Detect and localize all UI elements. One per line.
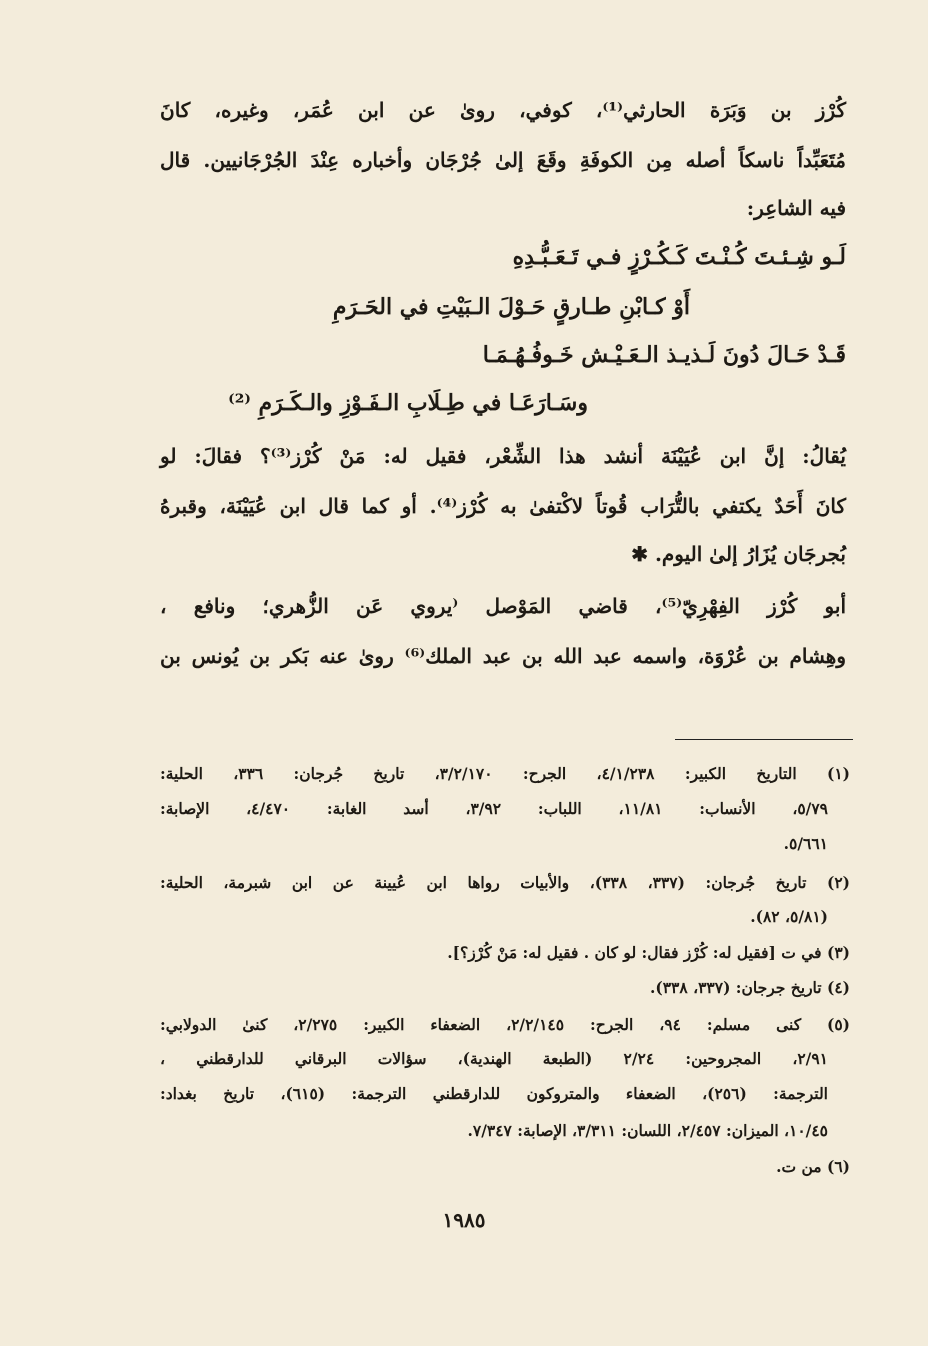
footnote-line: (٤) تاريخ جرجان: (٣٣٧، ٣٣٨).: [649, 978, 850, 997]
footnote-line: ١٠/٤٥، الميزان: ٢/٤٥٧، اللسان: ٣/٣١١، الإصابة: ٧/٣٤٧.: [467, 1121, 828, 1140]
footnote-line: (٦) من ت.: [776, 1157, 850, 1176]
body-line: يُقالُ: إنَّ ابن عُيَيْنَة أنشد هذا الشِّعْر، فقيل له: مَنْ كُرْز⁽³⁾؟ فقالَ: لو: [160, 444, 846, 468]
body-line: بُجرجَان يُزَارُ إلىٰ اليوم. ✱: [631, 542, 846, 566]
verse-line: أَوْ كـابْنِ طـارقٍ حَـوْلَ الـبَيْتِ في الحَـرَمِ: [332, 294, 690, 320]
body-line: كُرْز بن وَبَرَة الحارثي⁽¹⁾، كوفي، روىٰ عن ابن عُمَر، وغيره، كانَ: [160, 98, 847, 122]
body-line: أبو كُرْز الفِهْرِيّ⁽⁵⁾، قاضي المَوْصل ⁽يروي عَن الزُّهري؛ ونافع ،: [160, 594, 847, 618]
footnote-line: (٢) تاريخ جُرجان: (٣٣٧، ٣٣٨)، والأبيات رواها ابن عُيينة عن ابن شبرمة، الحلية:: [160, 873, 850, 892]
body-line: فيه الشاعِر:: [746, 196, 846, 220]
verse-line: وسَـارَعَـا في طِـلَابِ الـفَـوْزِ والـكَـرَمِ ⁽²⁾: [228, 390, 588, 416]
footnote-line: ٢/٩١، المجروحين: ٢/٢٤ (الطبعة الهندية)، سؤالات البرقاني للدارقطني ،: [160, 1049, 828, 1068]
footnote-line: (١) التاريخ الكبير: ٤/١/٢٣٨، الجرح: ٣/٢/١٧٠، تاريخ جُرجان: ٣٣٦، الحلية:: [160, 764, 850, 783]
footnote-line: (٥/٨١، ٨٢).: [750, 907, 828, 926]
verse-line: قَـدْ حَـالَ دُونَ لَـذيـذ الـعَـيْـش خَـوفُـهُـمَـا: [482, 342, 846, 368]
verse-line: لَـو شِـئـتَ كُـنْـتَ كَـكُـرْزٍ فـي تَـعَـبُّـدِهِ: [512, 244, 846, 270]
body-line: كانَ أَحَدٌ يكتفي بالتُّرَاب قُوتاً لاكْتفىٰ به كُرْز⁽⁴⁾. أو كما قال ابن عُيَيْنَة، وقبرهُ: [160, 494, 846, 518]
footnote-line: الترجمة: (٢٥٦)، الضعفاء والمتروكون للدارقطني الترجمة: (٦١٥)، تاريخ بغداد:: [160, 1084, 828, 1103]
footnote-line: (٥) كنى مسلم: ٩٤، الجرح: ٢/٢/١٤٥، الضعفاء الكبير: ٢/٢٧٥، كنىٰ الدولابي:: [160, 1015, 851, 1034]
footnote-line: ٥/٧٩، الأنساب: ١١/٨١، اللباب: ٣/٩٢، أسد الغابة: ٤/٤٧٠، الإصابة:: [160, 799, 828, 818]
body-line: مُتَعَبِّداً ناسكاً أصله مِن الكوفَةِ وقَعَ إلىٰ جُرْجَان وأخباره عِنْدَ الجُرْجَانيين. قال: [160, 148, 846, 172]
footnote-separator: [675, 739, 853, 740]
body-line: وهِشام بن عُرْوَة، واسمه عبد الله بن عبد الملك⁽⁶⁾ روىٰ عنه بَكر بن يُونس بن: [160, 644, 847, 668]
page-number: ١٩٨٥: [442, 1208, 486, 1232]
footnote-line: (٣) في ت [فقيل له: كُرْز فقال: لو كان . فقيل له: مَنْ كُرْز؟].: [447, 943, 850, 962]
footnote-line: ٥/٦٦١.: [783, 834, 828, 853]
